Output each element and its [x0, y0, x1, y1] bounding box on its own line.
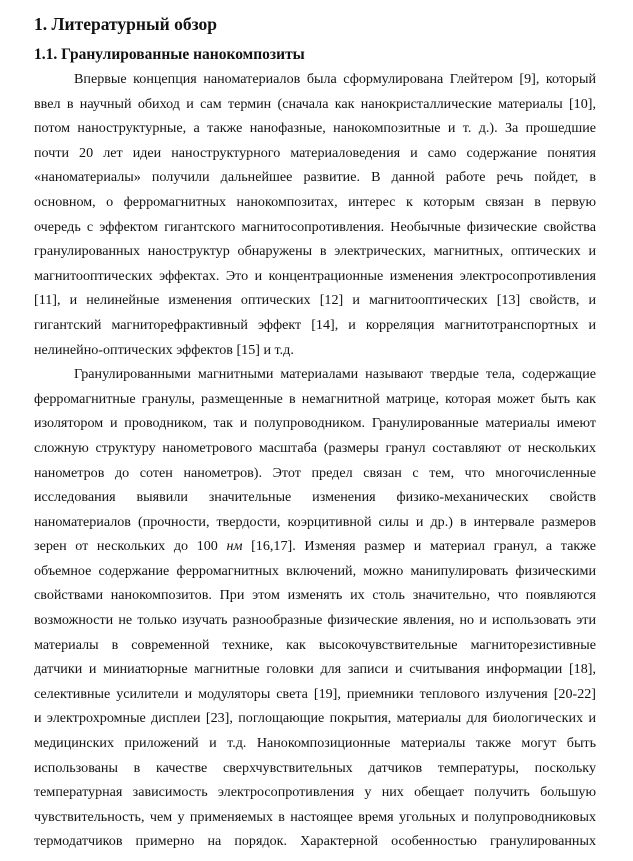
- text-line: материалы в современной технике, как высокочувствительные магниторезистивные: [34, 636, 596, 653]
- text-line: гранулированных наноструктур обнаружены в электрических, магнитных, оптических и: [34, 243, 596, 260]
- text-line: Гранулированными магнитными материалами называют твердые тела, содержащие: [74, 366, 596, 383]
- text-line: нелинейно-оптических эффектов [15] и т.д.: [34, 341, 294, 358]
- document-page: [34, 12, 596, 854]
- text-line: наноматериалов (прочности, твердости, коэрцитивной силы и др.) в интервале размеров: [34, 513, 596, 530]
- text-line: медицинских приложений и т.д. Нанокомпозиционные материалы также могут быть: [34, 735, 596, 752]
- text-line: зерен от нескольких до 100 нм [16,17]. Изменяя размер и материал гранул, а также: [34, 538, 596, 555]
- text-line: «наноматериалы» получили дальнейшее развитие. В данной работе речь пойдет, в: [34, 169, 596, 186]
- text-line: Впервые концепция наноматериалов была сформулирована Глейтером [9], который: [74, 71, 596, 87]
- text-line: исследования выявили значительные изменения физико-механических свойств: [34, 489, 596, 506]
- text-line: датчики и миниатюрные магнитные головки для записи и считывания информации [18],: [34, 661, 596, 678]
- paragraph-1: [34, 67, 596, 362]
- text-line: селективные усилители и модуляторы света [19], приемники теплового излучения [20-22]: [34, 685, 596, 702]
- section-heading: 1. Литературный обзор: [34, 14, 217, 34]
- text-line: магнитооптических эффектах. Это и концентрационные изменения электросопротивления: [34, 267, 596, 284]
- subsection-heading: 1.1. Гранулированные нанокомпозиты: [34, 46, 305, 63]
- text-line: основном, о ферромагнитных нанокомпозитах, интерес к которым связан в первую: [34, 193, 596, 210]
- text-line: свойствами нанокомпозитов. При этом изменять их столь значительно, что появляются: [34, 587, 596, 604]
- text-line: термодатчиков примерно на порядок. Характерной особенностью гранулированных: [34, 833, 596, 850]
- text-line: температурная зависимость электросопротивления у них обещает получить большую: [34, 784, 596, 801]
- text-line: ввел в научный обиход и сам термин (сначала как нанокристаллические материалы [10],: [34, 95, 596, 112]
- text-line: гигантский магниторефрактивный эффект [14], и корреляция магнитотранспортных и: [34, 316, 596, 333]
- text-line: использованы в качестве сверхчувствительных датчиков температуры, поскольку: [34, 759, 596, 776]
- text-line: нанометров до сотен нанометров). Этот предел связан с тем, что многочисленные: [34, 464, 596, 481]
- text-line: и электрохромные дисплеи [23], поглощающие покрытия, материалы для биологических и: [34, 710, 596, 727]
- text-line: потом наноструктурные, а также нанофазные, нанокомпозитные и т. д.). За прошедшие: [34, 120, 596, 137]
- text-line: очередь с эффектом гигантского магнитосопротивления. Необычные физические свойства: [34, 218, 596, 235]
- text-line: почти 20 лет идеи наноструктурного материаловедения и само содержание понятия: [34, 144, 596, 161]
- text-line: сложную структуру нанометрового масштаба (размеры гранул составляют от нескольких: [34, 439, 596, 456]
- paragraph-2: [34, 362, 596, 854]
- text-line: ферромагнитные гранулы, размещенные в немагнитной матрице, которая может быть как: [34, 390, 596, 407]
- text-line: изолятором и проводником, так и полупроводником. Гранулированные материалы имеют: [34, 415, 596, 432]
- text-line: [11], и нелинейные изменения оптических [12] и магнитооптических [13] свойств, и: [34, 292, 596, 309]
- text-line: чувствительность, чем у применяемых в настоящее время угольных и полупроводниковых: [34, 808, 596, 825]
- text-line: возможности не только изучать разнообразные физические явления, но и использовать эти: [34, 612, 596, 629]
- text-line: объемное содержание ферромагнитных включений, можно манипулировать физическими: [34, 562, 596, 579]
